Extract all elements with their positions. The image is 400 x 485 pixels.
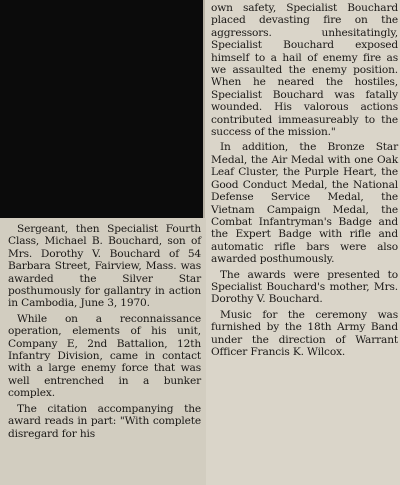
paragraph-additional-awards: In addition, the Bronze Star Medal, the Air Medal with one Oak Leaf Cluster, the Purple Heart, the Good Conduct Medal, the National Defense Service Medal, the Vietnam Campaign Medal, the Combat Infantryman's Badge and the Expert Badge with rifle and automatic rifle bars were also awarded posthumously. — [211, 141, 398, 266]
paragraph-reconnaissance: While on a reconnaissance operation, elements of his unit, Company E, 2nd Battalion, 12th Infantry Division, came in contact with a large enemy force that was well entrenched in a bunker complex. — [8, 312, 201, 400]
paragraph-citation-intro: The citation accompanying the award reads in part: "With complete disregard for his — [8, 402, 201, 440]
right-column-clipping — [203, 0, 400, 485]
paragraph-music: Music for the ceremony was furnished by the 18th Army Band under the direction of Warrant Officer Francis K. Wilcox. — [211, 308, 398, 358]
paragraph-continuation: own safety, Specialist Bouchard placed devasting fire on the aggressors. unhesitatingly, Specialist Bouchard exposed himself to a hail of enemy fire as we assaulted the enemy position. When he neared the hostiles, Specialist Bouchard was fatally wounded. His valorous actions contributed immeasureably to the success of the mission." — [211, 2, 398, 139]
left-column-clipping — [0, 218, 206, 485]
paragraph-award-announcement: Sergeant, then Specialist Fourth Class, Michael B. Bouchard, son of Mrs. Dorothy V. Bouchard of 54 Barbara Street, Fairview, Mass. was awarded the Silver Star posthumously for gallantry in action in Cambodia, June 3, 1970. — [8, 223, 201, 310]
paragraph-presentation: The awards were presented to Specialist Bouchard's mother, Mrs. Dorothy V. Bouchard. — [211, 268, 398, 306]
